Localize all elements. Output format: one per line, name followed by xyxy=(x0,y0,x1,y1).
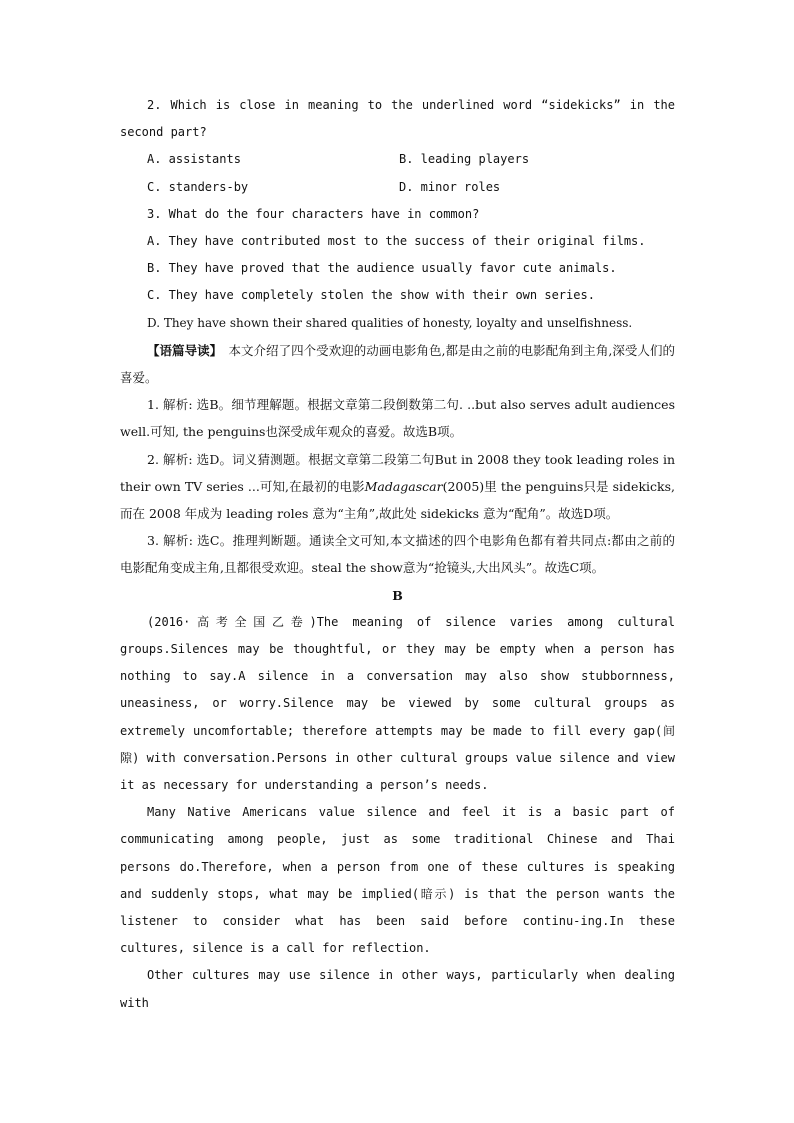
question-3-option-d: D. They have shown their shared qualities of honesty, loyalty and unselfishness. xyxy=(147,315,633,330)
question-2-stem: 2. Which is close in meaning to the underlined word “sidekicks” in the second part? xyxy=(120,98,675,140)
question-3-option-a: A. They have contributed most to the success of their original films. xyxy=(147,233,646,248)
passage-b-paragraph-3: Other cultures may use silence in other ways, particularly when dealing with xyxy=(120,968,675,1010)
passage-b-paragraph-2: Many Native Americans value silence and feel it is a basic part of communicating among people, just as some traditional Chinese and Thai persons do.Therefore, when a person from one of these cultures is speaking and suddenly stops, what may be implied(暗示) is that the person wants the listener to consider what has been said before continu-ing.In these cultures, silence is a call for reflection. xyxy=(120,805,675,956)
option-d: D. minor roles xyxy=(399,179,501,194)
answer-2-film-title: Madagascar xyxy=(364,478,443,494)
reading-guide-text: 本文介绍了四个受欢迎的动画电影角色,都是由之前的电影配角到主角,深受人们的喜爱。 xyxy=(120,342,675,385)
answer-3: 3. 解析: 选C。推理判断题。通读全文可知,本文描述的四个电影角色都有着共同点:都由之前的电影配角变成主角,且都很受欢迎。steal the show意为“抢镜头,大出风头”。故选C项。 xyxy=(120,533,675,576)
section-b-title: B xyxy=(392,587,403,603)
reading-guide xyxy=(120,337,675,391)
answer-2-part-2: (2005)里 the penguins只是 sidekicks,而在 2008 年成为 leading roles 意为“主角”,故此处 sidekicks 意为“配角”。故选D项。 xyxy=(120,478,675,522)
answer-1: 1. 解析: 选B。细节理解题。根据文章第二段倒数第二句. ..but also serves adult audiences well.可知, the penguins也深受成年观众的喜爱。故选B项。 xyxy=(120,397,675,440)
reading-guide-label: 【语篇导读】 xyxy=(147,342,216,358)
option-a: A. assistants xyxy=(147,152,241,167)
question-3-option-c: C. They have completely stolen the show with their own series. xyxy=(147,288,595,303)
question-3-stem: 3. What do the four characters have in common? xyxy=(147,206,480,221)
document-page xyxy=(120,92,675,1017)
option-b: B. leading players xyxy=(399,152,530,167)
question-2-options-row-1 xyxy=(120,146,675,173)
answer-2-part-1: 2. 解析: 选D。词义猜测题。根据文章第二段第二句But in 2008 they took leading roles in their own TV series ...可知,在最初的电影 xyxy=(120,451,675,494)
question-2-options-row-2 xyxy=(120,174,675,201)
option-c: C. standers-by xyxy=(147,179,249,194)
question-3-option-b: B. They have proved that the audience usually favor cute animals. xyxy=(147,261,617,276)
answer-2 xyxy=(120,446,675,528)
passage-b-paragraph-1: (2016·高考全国乙卷)The meaning of silence varies among cultural groups.Silences may be thoughtful, or they may be empty when a person has nothing to say.A silence in a conversation may also show stubbornness, uneasiness, or worry.Silence may be viewed by some cultural groups as extremely uncomfortable; therefore attempts may be made to fill every gap(间隙) with conversation.Persons in other cultural groups value silence and view it as necessary for understanding a person’s needs. xyxy=(120,614,675,793)
